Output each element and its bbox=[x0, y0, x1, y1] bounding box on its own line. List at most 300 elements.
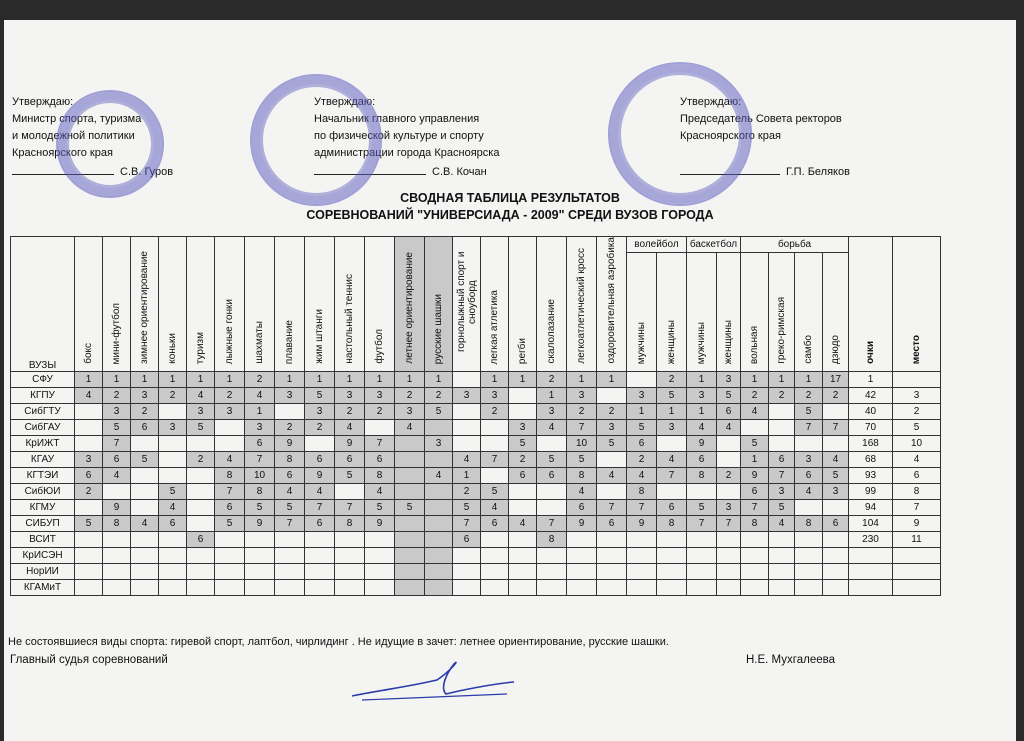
result-cell: 6 bbox=[75, 468, 103, 484]
result-cell bbox=[717, 484, 741, 500]
results-table bbox=[10, 236, 941, 596]
points-cell: 99 bbox=[849, 484, 893, 500]
result-cell bbox=[187, 564, 215, 580]
result-cell: 6 bbox=[365, 452, 395, 468]
column-header-label: футбол bbox=[374, 329, 385, 364]
result-cell: 7 bbox=[627, 500, 657, 516]
result-cell bbox=[75, 404, 103, 420]
result-cell: 2 bbox=[453, 484, 481, 500]
approval-line: по физической культуре и спорту bbox=[314, 130, 484, 142]
result-cell bbox=[509, 500, 537, 516]
result-cell bbox=[187, 500, 215, 516]
result-cell bbox=[741, 580, 769, 596]
place-cell: 5 bbox=[893, 420, 941, 436]
result-cell: 8 bbox=[627, 484, 657, 500]
result-cell: 6 bbox=[159, 516, 187, 532]
result-cell: 10 bbox=[567, 436, 597, 452]
column-header-sport bbox=[275, 237, 305, 372]
result-cell bbox=[365, 548, 395, 564]
result-cell: 2 bbox=[305, 420, 335, 436]
points-cell: 104 bbox=[849, 516, 893, 532]
result-cell bbox=[453, 436, 481, 452]
result-cell: 2 bbox=[395, 388, 425, 404]
result-cell: 7 bbox=[275, 516, 305, 532]
result-cell bbox=[131, 532, 159, 548]
result-cell bbox=[509, 548, 537, 564]
result-cell: 5 bbox=[567, 452, 597, 468]
result-cell bbox=[75, 420, 103, 436]
result-cell: 5 bbox=[481, 484, 509, 500]
result-cell bbox=[795, 500, 823, 516]
result-cell: 6 bbox=[215, 500, 245, 516]
column-header-label: оздоровительная аэробика bbox=[606, 237, 617, 364]
result-cell: 7 bbox=[823, 420, 849, 436]
result-cell: 3 bbox=[335, 388, 365, 404]
result-cell: 9 bbox=[741, 468, 769, 484]
result-cell: 1 bbox=[215, 372, 245, 388]
result-cell: 5 bbox=[103, 420, 131, 436]
result-cell bbox=[769, 436, 795, 452]
column-header-sport bbox=[597, 237, 627, 372]
result-cell bbox=[509, 532, 537, 548]
result-cell bbox=[823, 580, 849, 596]
result-cell: 7 bbox=[215, 484, 245, 500]
result-cell bbox=[215, 580, 245, 596]
result-cell bbox=[823, 404, 849, 420]
place-cell bbox=[893, 580, 941, 596]
result-cell bbox=[215, 436, 245, 452]
university-name: КГПУ bbox=[11, 388, 75, 404]
result-cell bbox=[741, 532, 769, 548]
result-cell bbox=[425, 484, 453, 500]
official-stamp bbox=[608, 62, 752, 206]
result-cell: 5 bbox=[335, 468, 365, 484]
place-cell bbox=[893, 548, 941, 564]
result-cell bbox=[453, 404, 481, 420]
column-header-sport bbox=[567, 237, 597, 372]
result-cell: 7 bbox=[769, 468, 795, 484]
result-cell: 4 bbox=[741, 404, 769, 420]
result-cell: 3 bbox=[453, 388, 481, 404]
result-cell: 9 bbox=[567, 516, 597, 532]
points-cell: 93 bbox=[849, 468, 893, 484]
university-name: НорИИ bbox=[11, 564, 75, 580]
result-cell bbox=[687, 564, 717, 580]
result-cell: 1 bbox=[509, 372, 537, 388]
result-cell: 2 bbox=[275, 420, 305, 436]
result-cell bbox=[305, 436, 335, 452]
result-cell: 2 bbox=[335, 404, 365, 420]
result-cell: 7 bbox=[365, 436, 395, 452]
column-header-label: зимнее ориентирование bbox=[139, 251, 150, 364]
result-cell: 1 bbox=[75, 372, 103, 388]
result-cell bbox=[481, 548, 509, 564]
result-cell: 3 bbox=[75, 452, 103, 468]
place-cell bbox=[893, 372, 941, 388]
document-sheet bbox=[4, 20, 1016, 741]
approval-line: Утверждаю: bbox=[314, 96, 376, 108]
result-cell bbox=[425, 532, 453, 548]
result-cell bbox=[131, 548, 159, 564]
result-cell: 4 bbox=[795, 484, 823, 500]
result-cell: 17 bbox=[823, 372, 849, 388]
university-name: СибГАУ bbox=[11, 420, 75, 436]
column-header-sport bbox=[537, 237, 567, 372]
result-cell bbox=[365, 564, 395, 580]
column-header-label: русские шашки bbox=[433, 293, 444, 364]
result-cell: 2 bbox=[769, 388, 795, 404]
result-cell: 2 bbox=[425, 388, 453, 404]
result-cell: 3 bbox=[823, 484, 849, 500]
table-row bbox=[11, 388, 941, 404]
result-cell: 5 bbox=[509, 436, 537, 452]
result-cell bbox=[795, 564, 823, 580]
result-cell: 4 bbox=[481, 500, 509, 516]
page-title-line-1: СВОДНАЯ ТАБЛИЦА РЕЗУЛЬТАТОВ bbox=[400, 191, 620, 205]
result-cell: 7 bbox=[717, 516, 741, 532]
result-cell bbox=[395, 564, 425, 580]
result-cell bbox=[627, 532, 657, 548]
result-cell: 2 bbox=[741, 388, 769, 404]
result-cell: 6 bbox=[537, 468, 567, 484]
approval-line: Утверждаю: bbox=[680, 96, 742, 108]
place-cell: 8 bbox=[893, 484, 941, 500]
column-header-label: жим штанги bbox=[314, 309, 325, 364]
result-cell: 1 bbox=[159, 372, 187, 388]
result-cell bbox=[657, 564, 687, 580]
result-cell bbox=[741, 564, 769, 580]
result-cell: 5 bbox=[425, 404, 453, 420]
result-cell bbox=[537, 500, 567, 516]
column-header-label: шахматы bbox=[254, 321, 265, 364]
column-header-sport bbox=[481, 237, 509, 372]
result-cell bbox=[245, 548, 275, 564]
result-cell: 1 bbox=[741, 372, 769, 388]
table-row bbox=[11, 484, 941, 500]
result-cell: 4 bbox=[215, 452, 245, 468]
result-cell: 3 bbox=[245, 420, 275, 436]
column-header-sport bbox=[395, 237, 425, 372]
result-cell bbox=[365, 532, 395, 548]
result-cell: 1 bbox=[687, 372, 717, 388]
result-cell bbox=[509, 388, 537, 404]
column-header-label: мужчины bbox=[696, 321, 707, 364]
result-cell: 3 bbox=[275, 388, 305, 404]
university-name: КГТЭИ bbox=[11, 468, 75, 484]
result-cell: 1 bbox=[627, 404, 657, 420]
result-cell bbox=[453, 548, 481, 564]
result-cell bbox=[103, 564, 131, 580]
result-cell bbox=[741, 548, 769, 564]
result-cell bbox=[567, 564, 597, 580]
result-cell: 2 bbox=[187, 452, 215, 468]
result-cell: 7 bbox=[481, 452, 509, 468]
result-cell: 3 bbox=[567, 388, 597, 404]
column-header-label: женщины bbox=[723, 319, 734, 364]
result-cell: 7 bbox=[567, 420, 597, 436]
result-cell: 6 bbox=[335, 452, 365, 468]
result-cell bbox=[597, 484, 627, 500]
result-cell: 1 bbox=[597, 372, 627, 388]
result-cell: 7 bbox=[453, 516, 481, 532]
approval-line: Председатель Совета ректоров bbox=[680, 113, 842, 125]
result-cell bbox=[453, 564, 481, 580]
result-cell bbox=[597, 564, 627, 580]
result-cell: 1 bbox=[131, 372, 159, 388]
result-cell: 5 bbox=[395, 500, 425, 516]
result-cell bbox=[425, 516, 453, 532]
result-cell: 6 bbox=[657, 500, 687, 516]
result-cell bbox=[481, 580, 509, 596]
result-cell: 2 bbox=[567, 404, 597, 420]
approval-signer: С.В. Гуров bbox=[120, 166, 174, 178]
column-header-label: мужчины bbox=[636, 321, 647, 364]
result-cell: 6 bbox=[567, 500, 597, 516]
column-group-basketball: баскетбол bbox=[687, 237, 741, 253]
result-cell: 9 bbox=[335, 436, 365, 452]
column-header-label: лыжные гонки bbox=[224, 298, 235, 364]
result-cell: 8 bbox=[741, 516, 769, 532]
result-cell: 3 bbox=[425, 436, 453, 452]
table-row bbox=[11, 372, 941, 388]
result-cell: 3 bbox=[481, 388, 509, 404]
result-cell: 1 bbox=[481, 372, 509, 388]
note-text: Не состоявшиеся виды спорта: гиревой спорт, лаптбол, чирлидинг . Не идущие в зачет: летнее ориентирование, русские шашки. bbox=[8, 636, 669, 648]
result-cell: 5 bbox=[537, 452, 567, 468]
result-cell bbox=[159, 404, 187, 420]
result-cell: 5 bbox=[717, 388, 741, 404]
result-cell bbox=[657, 484, 687, 500]
result-cell: 5 bbox=[769, 500, 795, 516]
result-cell: 4 bbox=[657, 452, 687, 468]
column-header-label: место bbox=[911, 334, 922, 364]
column-header-label: регби bbox=[517, 337, 528, 364]
column-header-sport bbox=[627, 253, 657, 372]
result-cell: 9 bbox=[275, 436, 305, 452]
approval-line: Министр спорта, туризма bbox=[12, 113, 142, 125]
result-cell bbox=[823, 532, 849, 548]
result-cell bbox=[769, 548, 795, 564]
page-title-line-2: СОРЕВНОВАНИЙ "УНИВЕРСИАДА - 2009" СРЕДИ ВУЗОВ ГОРОДА bbox=[306, 208, 714, 222]
column-header-label: греко-римская bbox=[776, 297, 787, 364]
result-cell bbox=[687, 532, 717, 548]
result-cell: 6 bbox=[187, 532, 215, 548]
column-header-sport bbox=[849, 237, 893, 372]
result-cell bbox=[481, 420, 509, 436]
column-header-sport bbox=[795, 253, 823, 372]
points-cell: 168 bbox=[849, 436, 893, 452]
result-cell bbox=[537, 564, 567, 580]
result-cell: 5 bbox=[159, 484, 187, 500]
result-cell: 9 bbox=[687, 436, 717, 452]
result-cell bbox=[425, 420, 453, 436]
place-cell: 10 bbox=[893, 436, 941, 452]
result-cell: 3 bbox=[365, 388, 395, 404]
result-cell: 1 bbox=[275, 372, 305, 388]
result-cell bbox=[305, 580, 335, 596]
table-row bbox=[11, 468, 941, 484]
result-cell bbox=[335, 580, 365, 596]
result-cell: 1 bbox=[687, 404, 717, 420]
column-header-sport bbox=[717, 253, 741, 372]
result-cell: 7 bbox=[795, 420, 823, 436]
result-cell bbox=[597, 580, 627, 596]
result-cell bbox=[75, 500, 103, 516]
result-cell bbox=[453, 420, 481, 436]
result-cell: 1 bbox=[741, 452, 769, 468]
result-cell: 1 bbox=[245, 404, 275, 420]
points-cell: 1 bbox=[849, 372, 893, 388]
result-cell bbox=[717, 580, 741, 596]
column-header-sport bbox=[103, 237, 131, 372]
column-header-sport bbox=[75, 237, 103, 372]
result-cell: 2 bbox=[245, 372, 275, 388]
result-cell: 7 bbox=[537, 516, 567, 532]
result-cell bbox=[275, 548, 305, 564]
result-cell: 6 bbox=[741, 484, 769, 500]
column-header-sport bbox=[453, 237, 481, 372]
result-cell: 4 bbox=[187, 388, 215, 404]
result-cell bbox=[597, 548, 627, 564]
result-cell bbox=[159, 548, 187, 564]
result-cell: 3 bbox=[597, 420, 627, 436]
result-cell bbox=[537, 580, 567, 596]
column-header-sport bbox=[365, 237, 395, 372]
result-cell bbox=[395, 452, 425, 468]
result-cell bbox=[395, 548, 425, 564]
result-cell: 1 bbox=[657, 404, 687, 420]
result-cell: 6 bbox=[103, 452, 131, 468]
column-header-sport bbox=[687, 253, 717, 372]
result-cell bbox=[657, 436, 687, 452]
university-name: СИБУП bbox=[11, 516, 75, 532]
result-cell bbox=[335, 564, 365, 580]
result-cell bbox=[769, 580, 795, 596]
result-cell bbox=[425, 548, 453, 564]
result-cell bbox=[335, 484, 365, 500]
column-header-sport bbox=[215, 237, 245, 372]
result-cell: 7 bbox=[657, 468, 687, 484]
result-cell: 4 bbox=[453, 452, 481, 468]
place-cell: 11 bbox=[893, 532, 941, 548]
column-group-volleyball: волейбол bbox=[627, 237, 687, 253]
result-cell: 4 bbox=[245, 388, 275, 404]
result-cell bbox=[187, 484, 215, 500]
result-cell: 4 bbox=[769, 516, 795, 532]
result-cell bbox=[717, 436, 741, 452]
result-cell: 1 bbox=[335, 372, 365, 388]
points-cell bbox=[849, 548, 893, 564]
result-cell: 6 bbox=[769, 452, 795, 468]
approval-line: Красноярского края bbox=[12, 147, 113, 159]
points-cell bbox=[849, 564, 893, 580]
result-cell: 8 bbox=[365, 468, 395, 484]
column-header-label: женщины bbox=[666, 319, 677, 364]
result-cell: 3 bbox=[159, 420, 187, 436]
result-cell bbox=[769, 564, 795, 580]
result-cell bbox=[103, 532, 131, 548]
result-cell: 2 bbox=[481, 404, 509, 420]
result-cell: 1 bbox=[795, 372, 823, 388]
place-cell: 7 bbox=[893, 500, 941, 516]
result-cell: 9 bbox=[627, 516, 657, 532]
place-cell: 6 bbox=[893, 468, 941, 484]
result-cell: 5 bbox=[365, 500, 395, 516]
result-cell bbox=[187, 436, 215, 452]
column-header-sport bbox=[657, 253, 687, 372]
result-cell bbox=[795, 436, 823, 452]
approval-line: администрации города Красноярска bbox=[314, 147, 500, 159]
column-header-sport bbox=[741, 253, 769, 372]
result-cell: 7 bbox=[103, 436, 131, 452]
official-stamp bbox=[56, 90, 164, 198]
result-cell bbox=[657, 532, 687, 548]
result-cell bbox=[823, 500, 849, 516]
result-cell: 1 bbox=[537, 388, 567, 404]
approval-line: Начальник главного управления bbox=[314, 113, 480, 125]
column-header-label: бокс bbox=[83, 343, 94, 364]
result-cell: 1 bbox=[453, 468, 481, 484]
result-cell bbox=[245, 532, 275, 548]
result-cell: 2 bbox=[159, 388, 187, 404]
result-cell: 2 bbox=[627, 452, 657, 468]
result-cell: 4 bbox=[305, 484, 335, 500]
column-header-label: летнее ориентирование bbox=[404, 252, 415, 364]
result-cell: 4 bbox=[509, 516, 537, 532]
result-cell bbox=[335, 548, 365, 564]
result-cell bbox=[365, 580, 395, 596]
result-cell bbox=[481, 532, 509, 548]
table-row bbox=[11, 500, 941, 516]
result-cell: 9 bbox=[365, 516, 395, 532]
column-header-sport bbox=[823, 253, 849, 372]
result-cell: 4 bbox=[717, 420, 741, 436]
result-cell bbox=[131, 484, 159, 500]
column-header-label: легкоатлетический кросс bbox=[576, 248, 587, 364]
result-cell bbox=[245, 580, 275, 596]
result-cell: 2 bbox=[215, 388, 245, 404]
result-cell bbox=[717, 548, 741, 564]
result-cell: 6 bbox=[717, 404, 741, 420]
result-cell: 8 bbox=[537, 532, 567, 548]
result-cell: 8 bbox=[335, 516, 365, 532]
result-cell bbox=[215, 548, 245, 564]
result-cell: 3 bbox=[395, 404, 425, 420]
result-cell: 4 bbox=[75, 388, 103, 404]
result-cell: 6 bbox=[597, 516, 627, 532]
result-cell bbox=[275, 404, 305, 420]
result-cell: 5 bbox=[275, 500, 305, 516]
points-cell bbox=[849, 580, 893, 596]
result-cell: 7 bbox=[741, 500, 769, 516]
result-cell: 2 bbox=[597, 404, 627, 420]
chief-judge-name: Н.Е. Мухгалеева bbox=[746, 654, 835, 666]
result-cell bbox=[275, 580, 305, 596]
result-cell bbox=[103, 548, 131, 564]
result-cell bbox=[769, 532, 795, 548]
university-name: КрИСЭН bbox=[11, 548, 75, 564]
result-cell: 6 bbox=[795, 468, 823, 484]
result-cell: 1 bbox=[425, 372, 453, 388]
result-cell bbox=[75, 580, 103, 596]
result-cell bbox=[187, 516, 215, 532]
result-cell bbox=[537, 436, 567, 452]
table-row bbox=[11, 564, 941, 580]
result-cell bbox=[365, 420, 395, 436]
result-cell: 8 bbox=[687, 468, 717, 484]
result-cell bbox=[425, 452, 453, 468]
result-cell: 4 bbox=[425, 468, 453, 484]
